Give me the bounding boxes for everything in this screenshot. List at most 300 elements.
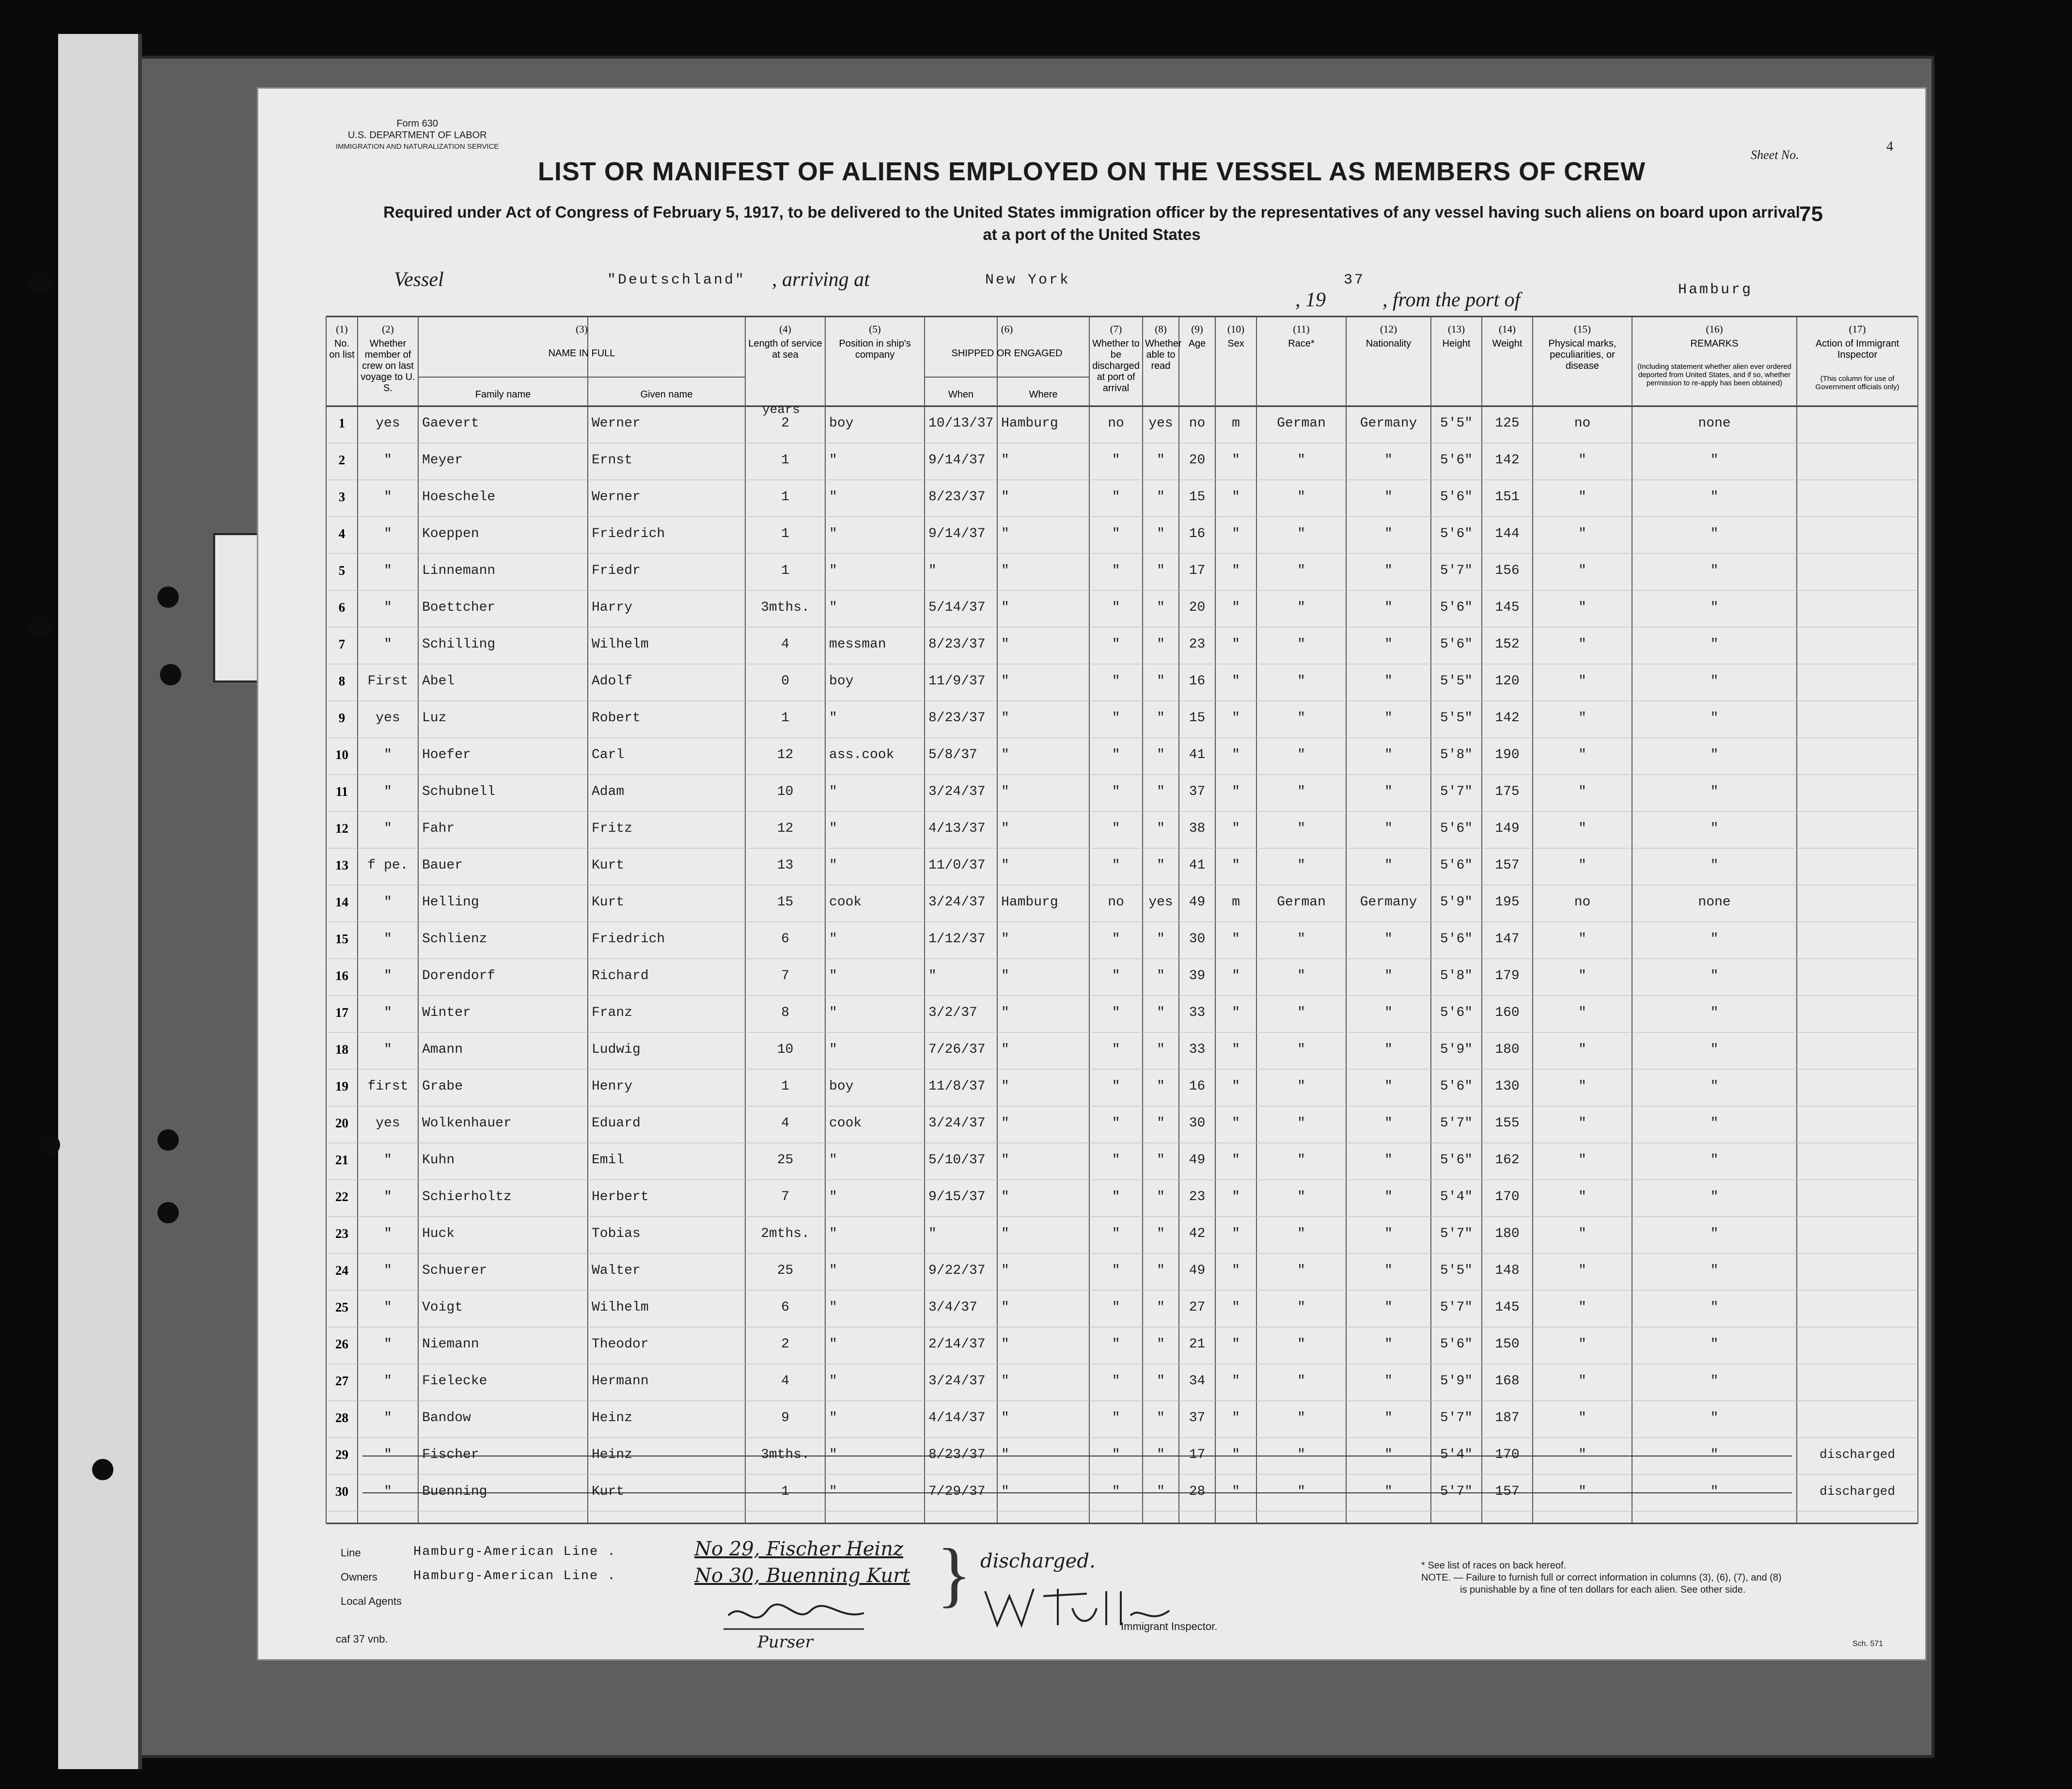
cell-position: boy bbox=[829, 674, 854, 689]
cell-marks: " bbox=[1578, 674, 1586, 689]
form-number: Form 630 bbox=[396, 118, 439, 129]
cell-nat: " bbox=[1384, 563, 1393, 578]
cell-family: Buenning bbox=[422, 1484, 487, 1499]
cell-race: " bbox=[1297, 1189, 1305, 1204]
cell-age: no bbox=[1189, 416, 1206, 431]
cell-sex: " bbox=[1232, 1337, 1240, 1352]
cell-remarks: " bbox=[1710, 1079, 1719, 1094]
cell-when: 9/14/37 bbox=[928, 526, 986, 541]
cell-family: Dorendorf bbox=[422, 968, 496, 983]
cell-given: Werner bbox=[592, 416, 641, 431]
cell-when: 1/12/37 bbox=[928, 932, 986, 947]
cell-family: Fahr bbox=[422, 821, 455, 836]
cell-height: 5'7" bbox=[1440, 1484, 1473, 1499]
cell-position: " bbox=[829, 858, 837, 873]
row-number: 27 bbox=[335, 1374, 348, 1388]
cell-age: 49 bbox=[1189, 1153, 1206, 1168]
cell-read: " bbox=[1157, 1337, 1165, 1352]
cell-when: 3/24/37 bbox=[928, 895, 986, 910]
cell-age: 20 bbox=[1189, 600, 1206, 615]
cell-given: Friedrich bbox=[592, 526, 665, 541]
cell-read: " bbox=[1157, 1410, 1165, 1425]
cell-family: Winter bbox=[422, 1005, 471, 1020]
local-agents-label: Local Agents bbox=[341, 1595, 402, 1607]
cell-when: 3/24/37 bbox=[928, 1116, 986, 1131]
cell-family: Schubnell bbox=[422, 784, 496, 799]
cell-where: " bbox=[1001, 858, 1009, 873]
cell-given: Adolf bbox=[592, 674, 633, 689]
column-number: (10) bbox=[1227, 323, 1244, 335]
cell-family: Hoeschele bbox=[422, 490, 496, 505]
cell-position: boy bbox=[829, 416, 854, 431]
cell-remarks: none bbox=[1698, 895, 1731, 910]
line-label: Line bbox=[341, 1547, 361, 1559]
row-number: 10 bbox=[335, 747, 348, 762]
cell-sex: " bbox=[1232, 674, 1240, 689]
cell-race: " bbox=[1297, 711, 1305, 726]
cell-position: " bbox=[829, 490, 837, 505]
cell-sex: " bbox=[1232, 1005, 1240, 1020]
cell-race: " bbox=[1297, 1410, 1305, 1425]
vessel-name: "Deutschland" bbox=[607, 272, 746, 288]
cell-race: " bbox=[1297, 1447, 1305, 1462]
sheet-label: Sheet No. bbox=[1751, 148, 1799, 162]
row-number: 15 bbox=[335, 932, 348, 946]
cell-service: 10 bbox=[777, 1042, 794, 1057]
cell-read: " bbox=[1157, 1153, 1165, 1168]
row-number: 3 bbox=[338, 490, 345, 504]
cell-given: Kurt bbox=[592, 895, 625, 910]
cell-remarks: " bbox=[1710, 526, 1719, 541]
cell-race: " bbox=[1297, 1226, 1305, 1241]
cell-race: " bbox=[1297, 1484, 1305, 1499]
row-number: 1 bbox=[338, 416, 345, 430]
cell-service: 1 bbox=[781, 526, 789, 541]
cell-family: Niemann bbox=[422, 1337, 479, 1352]
cell-race: " bbox=[1297, 1042, 1305, 1057]
cell-prev: " bbox=[384, 895, 392, 910]
cell-family: Amann bbox=[422, 1042, 463, 1057]
cell-action: discharged bbox=[1819, 1447, 1896, 1462]
row-number: 16 bbox=[335, 968, 348, 983]
cell-family: Wolkenhauer bbox=[422, 1116, 512, 1131]
cell-height: 5'4" bbox=[1440, 1189, 1473, 1204]
row-number: 22 bbox=[335, 1189, 348, 1204]
cell-weight: 145 bbox=[1495, 600, 1520, 615]
cell-remarks: " bbox=[1710, 1300, 1719, 1315]
cell-weight: 150 bbox=[1495, 1337, 1520, 1352]
cell-nat: " bbox=[1384, 1116, 1393, 1131]
cell-age: 37 bbox=[1189, 1410, 1206, 1425]
cell-prev: f pe. bbox=[367, 858, 408, 873]
column-header: Race* bbox=[1288, 338, 1315, 349]
cell-nat: " bbox=[1384, 637, 1393, 652]
cell-sex: " bbox=[1232, 1153, 1240, 1168]
subtitle-line-1: Required under Act of Congress of February 5, 1917, to be delivered to the United States immigration officer by the representatives of any vessel having such aliens on board upon arrival bbox=[383, 203, 1800, 221]
cell-disch: " bbox=[1112, 1042, 1120, 1057]
cell-height: 5'7" bbox=[1440, 1226, 1473, 1241]
cell-marks: " bbox=[1578, 821, 1586, 836]
cell-given: Friedrich bbox=[592, 932, 665, 947]
cell-prev: " bbox=[384, 968, 392, 983]
service-name: IMMIGRATION AND NATURALIZATION SERVICE bbox=[336, 142, 499, 151]
cell-weight: 157 bbox=[1495, 1484, 1520, 1499]
cell-remarks: " bbox=[1710, 1447, 1719, 1462]
cell-position: " bbox=[829, 784, 837, 799]
row-number: 21 bbox=[335, 1153, 348, 1167]
cell-when: 9/14/37 bbox=[928, 453, 986, 468]
cell-marks: " bbox=[1578, 932, 1586, 947]
cell-where: " bbox=[1001, 1189, 1009, 1204]
cell-height: 5'6" bbox=[1440, 1153, 1473, 1168]
cell-family: Voigt bbox=[422, 1300, 463, 1315]
cell-service: 3mths. bbox=[761, 1447, 810, 1462]
cell-height: 5'6" bbox=[1440, 637, 1473, 652]
cell-sex: " bbox=[1232, 1300, 1240, 1315]
footnote-note-2: is punishable by a fine of ten dollars for each alien. See other side. bbox=[1460, 1584, 1746, 1595]
cell-height: 5'5" bbox=[1440, 711, 1473, 726]
cell-weight: 160 bbox=[1495, 1005, 1520, 1020]
cell-height: 5'5" bbox=[1440, 1263, 1473, 1278]
cell-nat: " bbox=[1384, 600, 1393, 615]
cell-remarks: " bbox=[1710, 1263, 1719, 1278]
row-number: 7 bbox=[338, 637, 345, 651]
cell-position: " bbox=[829, 563, 837, 578]
column-header: Sex bbox=[1227, 338, 1244, 349]
cell-sex: " bbox=[1232, 1226, 1240, 1241]
cell-race: " bbox=[1297, 1116, 1305, 1131]
cell-race: " bbox=[1297, 968, 1305, 983]
cell-remarks: " bbox=[1710, 747, 1719, 762]
cell-marks: " bbox=[1578, 1226, 1586, 1241]
cell-nat: " bbox=[1384, 747, 1393, 762]
cell-prev: " bbox=[384, 784, 392, 799]
cell-nat: " bbox=[1384, 453, 1393, 468]
cell-read: " bbox=[1157, 1263, 1165, 1278]
cell-when: " bbox=[928, 968, 937, 983]
cell-remarks: none bbox=[1698, 416, 1731, 431]
cell-weight: 148 bbox=[1495, 1263, 1520, 1278]
cell-age: 37 bbox=[1189, 784, 1206, 799]
cell-race: " bbox=[1297, 858, 1305, 873]
cell-given: Ernst bbox=[592, 453, 633, 468]
column-header: Nationality bbox=[1366, 338, 1412, 349]
cell-disch: " bbox=[1112, 968, 1120, 983]
cell-service: 4 bbox=[781, 1374, 789, 1389]
cell-sex: " bbox=[1232, 637, 1240, 652]
cell-nat: " bbox=[1384, 674, 1393, 689]
cell-prev: " bbox=[384, 526, 392, 541]
service-unit: years bbox=[762, 402, 801, 417]
cell-given: Ludwig bbox=[592, 1042, 641, 1057]
footnote-note-1: NOTE. — Failure to furnish full or correct information in columns (3), (6), (7), and (8) bbox=[1421, 1572, 1782, 1583]
arrival-port: New York bbox=[985, 272, 1071, 288]
cell-marks: " bbox=[1578, 1447, 1586, 1462]
cell-family: Meyer bbox=[422, 453, 463, 468]
cell-nat: " bbox=[1384, 1005, 1393, 1020]
cell-weight: 187 bbox=[1495, 1410, 1520, 1425]
cell-weight: 190 bbox=[1495, 747, 1520, 762]
cell-given: Walter bbox=[592, 1263, 641, 1278]
column-header: Age bbox=[1188, 338, 1206, 349]
row-number: 26 bbox=[335, 1337, 348, 1351]
cell-read: " bbox=[1157, 821, 1165, 836]
column-number: (17) bbox=[1849, 323, 1866, 335]
cell-prev: " bbox=[384, 563, 392, 578]
cell-age: 49 bbox=[1189, 1263, 1206, 1278]
cell-sex: " bbox=[1232, 1447, 1240, 1462]
cell-read: " bbox=[1157, 453, 1165, 468]
cell-service: 9 bbox=[781, 1410, 789, 1425]
year-value: 37 bbox=[1344, 272, 1366, 288]
sheet-number: 4 bbox=[1886, 139, 1893, 154]
cell-disch: " bbox=[1112, 600, 1120, 615]
cell-marks: " bbox=[1578, 1410, 1586, 1425]
column-number: (3) bbox=[576, 323, 588, 335]
cell-sex: " bbox=[1232, 563, 1240, 578]
cell-where: " bbox=[1001, 1263, 1009, 1278]
cell-where: " bbox=[1001, 674, 1009, 689]
column-number: (6) bbox=[1001, 323, 1013, 335]
cell-given: Adam bbox=[592, 784, 625, 799]
cell-when: 5/8/37 bbox=[928, 747, 977, 762]
cell-read: " bbox=[1157, 1447, 1165, 1462]
cell-given: Richard bbox=[592, 968, 649, 983]
cell-read: " bbox=[1157, 1116, 1165, 1131]
cell-when: 4/13/37 bbox=[928, 821, 986, 836]
subheader-action-note: (This column for use of Government officials only) bbox=[1815, 375, 1899, 391]
column-number: (13) bbox=[1448, 323, 1465, 335]
cell-prev: " bbox=[384, 637, 392, 652]
cell-weight: 162 bbox=[1495, 1153, 1520, 1168]
cell-when: 10/13/37 bbox=[928, 416, 994, 431]
cell-given: Henry bbox=[592, 1079, 633, 1094]
cell-marks: " bbox=[1578, 968, 1586, 983]
cell-marks: " bbox=[1578, 858, 1586, 873]
column-number: (9) bbox=[1191, 323, 1203, 335]
cell-race: " bbox=[1297, 1263, 1305, 1278]
cell-given: Robert bbox=[592, 711, 641, 726]
cell-when: 5/10/37 bbox=[928, 1153, 986, 1168]
cell-family: Bandow bbox=[422, 1410, 471, 1425]
cell-prev: " bbox=[384, 1042, 392, 1057]
cell-age: 33 bbox=[1189, 1042, 1206, 1057]
punch-hole bbox=[92, 1459, 113, 1480]
cell-given: Theodor bbox=[592, 1337, 649, 1352]
cell-height: 5'6" bbox=[1440, 821, 1473, 836]
cell-marks: " bbox=[1578, 1042, 1586, 1057]
cell-service: 1 bbox=[781, 1079, 789, 1094]
cell-weight: 157 bbox=[1495, 858, 1520, 873]
owners-value: Hamburg-American Line . bbox=[413, 1569, 616, 1583]
cell-where: " bbox=[1001, 1042, 1009, 1057]
row-number: 9 bbox=[338, 711, 345, 725]
subheader-family-name: Family name bbox=[475, 389, 531, 400]
cell-disch: " bbox=[1112, 490, 1120, 505]
cell-family: Linnemann bbox=[422, 563, 496, 578]
cell-when: 5/14/37 bbox=[928, 600, 986, 615]
column-number: (4) bbox=[779, 323, 791, 335]
cell-prev: first bbox=[367, 1079, 408, 1094]
cell-nat: " bbox=[1384, 1447, 1393, 1462]
cell-marks: " bbox=[1578, 784, 1586, 799]
cell-sex: " bbox=[1232, 600, 1240, 615]
cell-age: 21 bbox=[1189, 1337, 1206, 1352]
cell-where: " bbox=[1001, 1374, 1009, 1389]
cell-read: yes bbox=[1148, 416, 1173, 431]
cell-height: 5'9" bbox=[1440, 895, 1473, 910]
cell-marks: " bbox=[1578, 526, 1586, 541]
cell-family: Boettcher bbox=[422, 600, 496, 615]
cell-remarks: " bbox=[1710, 932, 1719, 947]
manifest-sheet bbox=[257, 87, 1927, 1661]
print-code: caf 37 vnb. bbox=[336, 1633, 388, 1645]
cell-disch: " bbox=[1112, 1263, 1120, 1278]
cell-marks: no bbox=[1574, 416, 1591, 431]
column-number: (16) bbox=[1706, 323, 1723, 335]
handwritten-note-1: No 29, Fischer Heinz bbox=[694, 1538, 904, 1560]
cell-prev: " bbox=[384, 1005, 392, 1020]
cell-service: 2 bbox=[781, 1337, 789, 1352]
cell-position: messman bbox=[829, 637, 886, 652]
cell-nat: " bbox=[1384, 526, 1393, 541]
cell-position: " bbox=[829, 1263, 837, 1278]
purser-signature bbox=[723, 1596, 869, 1635]
owners-label: Owners bbox=[341, 1571, 377, 1583]
cell-sex: " bbox=[1232, 1079, 1240, 1094]
cell-service: 13 bbox=[777, 858, 794, 873]
brace-mark: } bbox=[937, 1534, 972, 1615]
cell-nat: " bbox=[1384, 1263, 1393, 1278]
cell-weight: 180 bbox=[1495, 1042, 1520, 1057]
cell-disch: " bbox=[1112, 932, 1120, 947]
cell-nat: " bbox=[1384, 1410, 1393, 1425]
cell-where: " bbox=[1001, 1005, 1009, 1020]
cell-age: 41 bbox=[1189, 747, 1206, 762]
cell-sex: " bbox=[1232, 747, 1240, 762]
cell-service: 0 bbox=[781, 674, 789, 689]
cell-disch: " bbox=[1112, 1300, 1120, 1315]
cell-when: 3/4/37 bbox=[928, 1300, 977, 1315]
cell-nat: " bbox=[1384, 1226, 1393, 1241]
departure-port: Hamburg bbox=[1678, 282, 1753, 298]
cell-remarks: " bbox=[1710, 968, 1719, 983]
cell-position: " bbox=[829, 711, 837, 726]
cell-position: " bbox=[829, 453, 837, 468]
cell-when: 11/8/37 bbox=[928, 1079, 986, 1094]
cell-given: Kurt bbox=[592, 1484, 625, 1499]
cell-prev: " bbox=[384, 1374, 392, 1389]
cell-where: " bbox=[1001, 1079, 1009, 1094]
cell-marks: " bbox=[1578, 600, 1586, 615]
cell-when: " bbox=[928, 1226, 937, 1241]
row-number: 30 bbox=[335, 1484, 348, 1499]
cell-remarks: " bbox=[1710, 821, 1719, 836]
cell-weight: 125 bbox=[1495, 416, 1520, 431]
punch-hole bbox=[160, 664, 181, 685]
cell-sex: " bbox=[1232, 784, 1240, 799]
cell-remarks: " bbox=[1710, 600, 1719, 615]
column-number: (7) bbox=[1110, 323, 1122, 335]
cell-read: " bbox=[1157, 968, 1165, 983]
cell-sex: m bbox=[1232, 895, 1240, 910]
cell-position: " bbox=[829, 968, 837, 983]
cell-read: " bbox=[1157, 674, 1165, 689]
cell-where: " bbox=[1001, 1153, 1009, 1168]
cell-where: " bbox=[1001, 747, 1009, 762]
column-header: No. on list bbox=[329, 338, 355, 360]
cell-prev: " bbox=[384, 747, 392, 762]
cell-given: Tobias bbox=[592, 1226, 641, 1241]
cell-age: 30 bbox=[1189, 932, 1206, 947]
cell-given: Harry bbox=[592, 600, 633, 615]
cell-disch: " bbox=[1112, 1226, 1120, 1241]
cell-read: " bbox=[1157, 563, 1165, 578]
cell-marks: " bbox=[1578, 1263, 1586, 1278]
cell-marks: " bbox=[1578, 1337, 1586, 1352]
cell-disch: " bbox=[1112, 1447, 1120, 1462]
schedule-code: Sch. 571 bbox=[1852, 1640, 1884, 1648]
cell-sex: " bbox=[1232, 1374, 1240, 1389]
cell-height: 5'7" bbox=[1440, 1116, 1473, 1131]
cell-age: 42 bbox=[1189, 1226, 1206, 1241]
cell-given: Heinz bbox=[592, 1410, 633, 1425]
cell-nat: " bbox=[1384, 784, 1393, 799]
cell-given: Heinz bbox=[592, 1447, 633, 1462]
cell-disch: " bbox=[1112, 1116, 1120, 1131]
cell-when: 11/9/37 bbox=[928, 674, 986, 689]
cell-sex: " bbox=[1232, 821, 1240, 836]
cell-sex: " bbox=[1232, 1484, 1240, 1499]
cell-when: 3/24/37 bbox=[928, 1374, 986, 1389]
cell-read: " bbox=[1157, 490, 1165, 505]
cell-given: Friedr bbox=[592, 563, 641, 578]
cell-service: 25 bbox=[777, 1263, 794, 1278]
cell-where: Hamburg bbox=[1001, 416, 1058, 431]
cell-where: " bbox=[1001, 1116, 1009, 1131]
footnote-races: * See list of races on back hereof. bbox=[1421, 1560, 1567, 1571]
cell-race: " bbox=[1297, 1153, 1305, 1168]
cell-family: Huck bbox=[422, 1226, 455, 1241]
cell-marks: " bbox=[1578, 747, 1586, 762]
cell-disch: " bbox=[1112, 1079, 1120, 1094]
cell-service: 12 bbox=[777, 747, 794, 762]
cell-weight: 155 bbox=[1495, 1116, 1520, 1131]
cell-prev: " bbox=[384, 1484, 392, 1499]
column-number: (15) bbox=[1574, 323, 1591, 335]
arriving-label: , arriving at bbox=[772, 269, 870, 291]
column-number: (2) bbox=[382, 323, 394, 335]
cell-disch: " bbox=[1112, 1337, 1120, 1352]
cell-when: 8/23/37 bbox=[928, 1447, 986, 1462]
column-header: Whether able to read bbox=[1145, 338, 1182, 371]
cell-where: " bbox=[1001, 600, 1009, 615]
cell-race: " bbox=[1297, 563, 1305, 578]
cell-height: 5'9" bbox=[1440, 1374, 1473, 1389]
cell-family: Schuerer bbox=[422, 1263, 487, 1278]
column-header: Weight bbox=[1492, 338, 1523, 349]
cell-disch: " bbox=[1112, 784, 1120, 799]
cell-prev: " bbox=[384, 1300, 392, 1315]
column-number: (11) bbox=[1293, 323, 1310, 335]
cell-service: 1 bbox=[781, 1484, 789, 1499]
cell-nat: " bbox=[1384, 1189, 1393, 1204]
cell-family: Fischer bbox=[422, 1447, 479, 1462]
column-header: Whether member of crew on last voyage to U. S. bbox=[361, 338, 415, 394]
row-number: 8 bbox=[338, 674, 345, 688]
cell-position: cook bbox=[829, 1116, 862, 1131]
cell-family: Luz bbox=[422, 711, 447, 726]
